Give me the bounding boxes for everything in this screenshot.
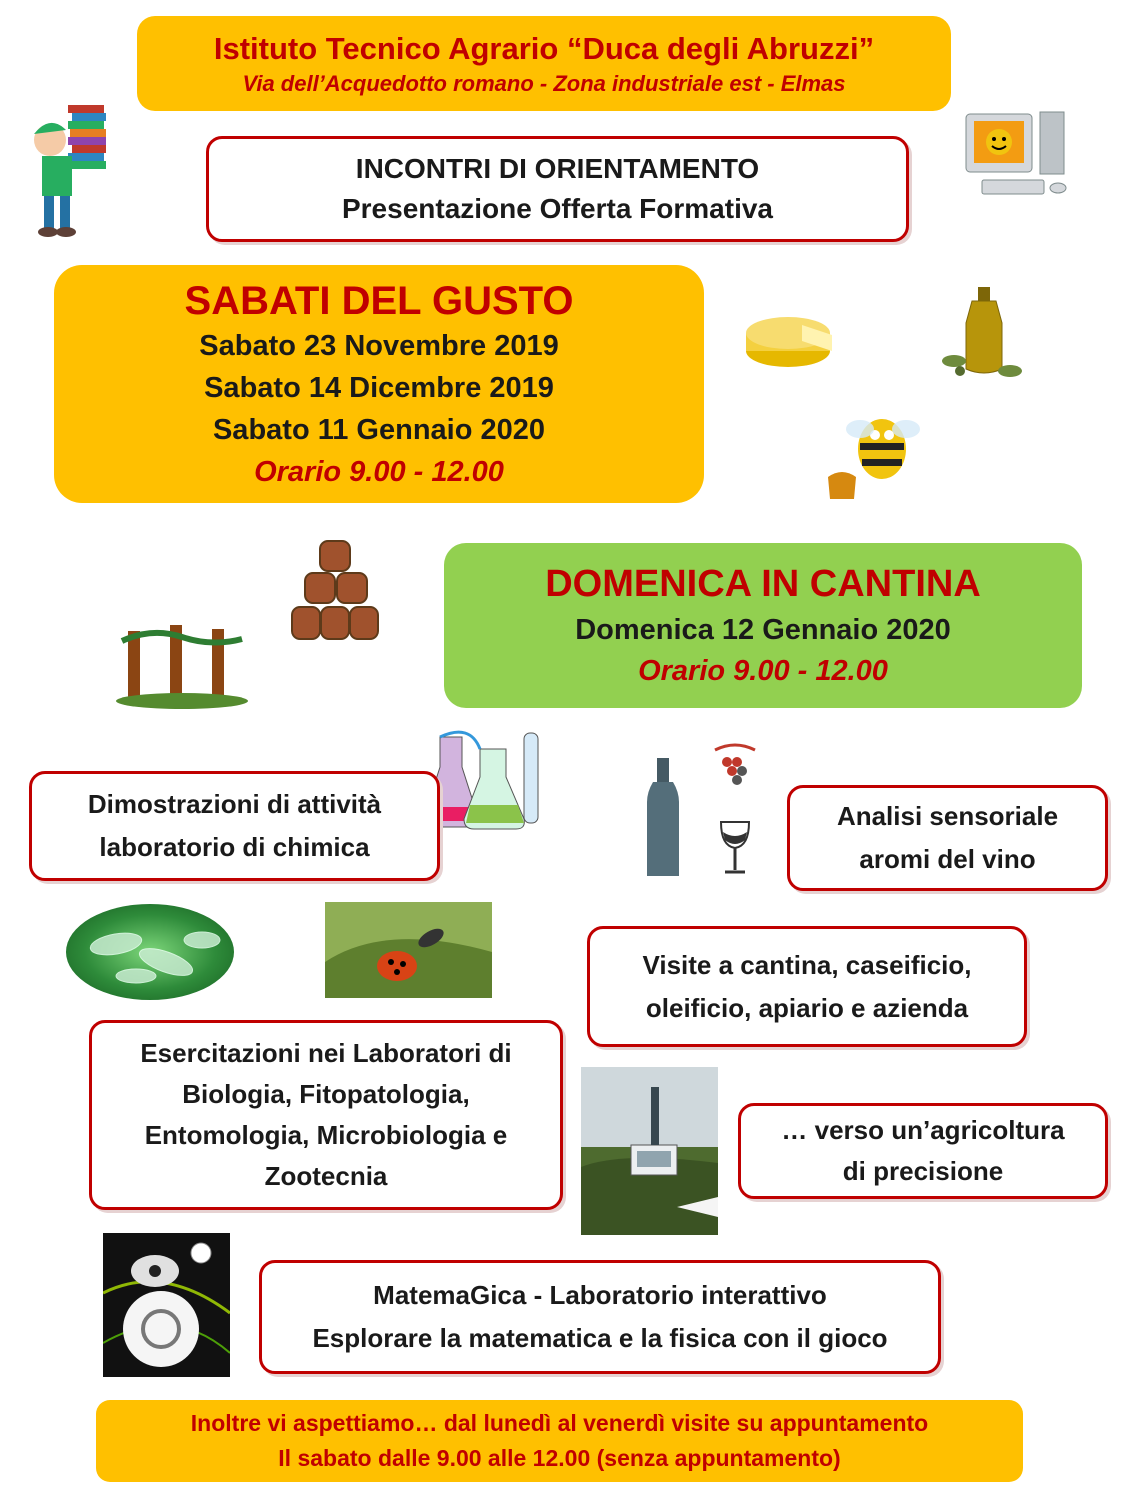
- visite-line-1: Visite a cantina, caseificio,: [642, 949, 972, 980]
- domenica-date: Domenica 12 Gennaio 2020: [575, 614, 951, 646]
- ladybug-photo: [325, 902, 492, 998]
- institute-name: Istituto Tecnico Agrario “Duca degli Abruzzi”: [213, 30, 875, 66]
- vino-line-2: aromi del vino: [859, 844, 1036, 874]
- matemagica-line-2: Esplorare la matematica e la fisica con il gioco: [312, 1323, 888, 1353]
- cheese-illustration: [742, 305, 837, 375]
- institute-address: Via dell’Acquedotto romano - Zona industriale est - Elmas: [242, 70, 846, 96]
- visite-box: [587, 926, 1027, 1047]
- domenica-hours: Orario 9.00 - 12.00: [638, 655, 888, 687]
- computer-illustration: [962, 108, 1072, 208]
- orientation-box: [206, 136, 909, 242]
- footer-info-box: [96, 1400, 1023, 1482]
- barrels-illustration: [290, 537, 380, 643]
- vino-box: [787, 785, 1108, 891]
- bee-honey-illustration: [820, 405, 925, 505]
- laboratori-line-3: Entomologia, Microbiologia e: [144, 1120, 508, 1150]
- laboratori-line-1: Esercitazioni nei Laboratori di: [140, 1038, 512, 1068]
- wine-bottle-glass-illustration: [645, 740, 775, 880]
- vino-line-1: Analisi sensoriale: [836, 801, 1059, 831]
- sabati-hours: Orario 9.00 - 12.00: [254, 456, 504, 488]
- domenica-title: DOMENICA IN CANTINA: [545, 563, 981, 605]
- matemagica-line-1: MatemaGica - Laboratorio interattivo: [373, 1280, 827, 1310]
- laboratori-line-2: Biologia, Fitopatologia,: [182, 1079, 470, 1109]
- precisione-box: [738, 1103, 1108, 1199]
- footer-line-2: Il sabato dalle 9.00 alle 12.00 (senza appuntamento): [278, 1445, 841, 1471]
- chimica-line-1: Dimostrazioni di attività: [87, 789, 382, 819]
- sabati-del-gusto-box: [54, 265, 704, 503]
- olive-oil-illustration: [940, 283, 1025, 383]
- visite-line-2: oleificio, apiario e azienda: [645, 992, 969, 1023]
- matemagica-box: [259, 1260, 941, 1374]
- robot-droid-photo: [103, 1233, 230, 1377]
- vineyard-illustration: [112, 617, 252, 712]
- domenica-in-cantina-box: [444, 543, 1082, 708]
- laboratori-box: [89, 1020, 563, 1210]
- sabati-date-3: Sabato 11 Gennaio 2020: [212, 414, 546, 446]
- precision-agriculture-photo: [581, 1067, 718, 1235]
- sabati-date-2: Sabato 14 Dicembre 2019: [204, 372, 554, 404]
- sabati-date-1: Sabato 23 Novembre 2019: [199, 330, 559, 362]
- precisione-line-2: di precisione: [842, 1156, 1004, 1186]
- orientation-title: INCONTRI DI ORIENTAMENTO: [355, 153, 760, 184]
- chimica-line-2: laboratorio di chimica: [99, 832, 370, 862]
- laboratori-line-4: Zootecnia: [264, 1161, 388, 1191]
- student-books-illustration: [28, 100, 118, 240]
- microorganisms-photo: [66, 904, 234, 1000]
- footer-line-1: Inoltre vi aspettiamo… dal lunedì al venerdì visite su appuntamento: [190, 1410, 929, 1436]
- orientation-subtitle: Presentazione Offerta Formativa: [341, 193, 774, 224]
- institute-header: [137, 16, 951, 111]
- precisione-line-1: … verso un’agricoltura: [781, 1115, 1065, 1145]
- sabati-title: SABATI DEL GUSTO: [184, 279, 574, 323]
- chimica-box: [29, 771, 440, 881]
